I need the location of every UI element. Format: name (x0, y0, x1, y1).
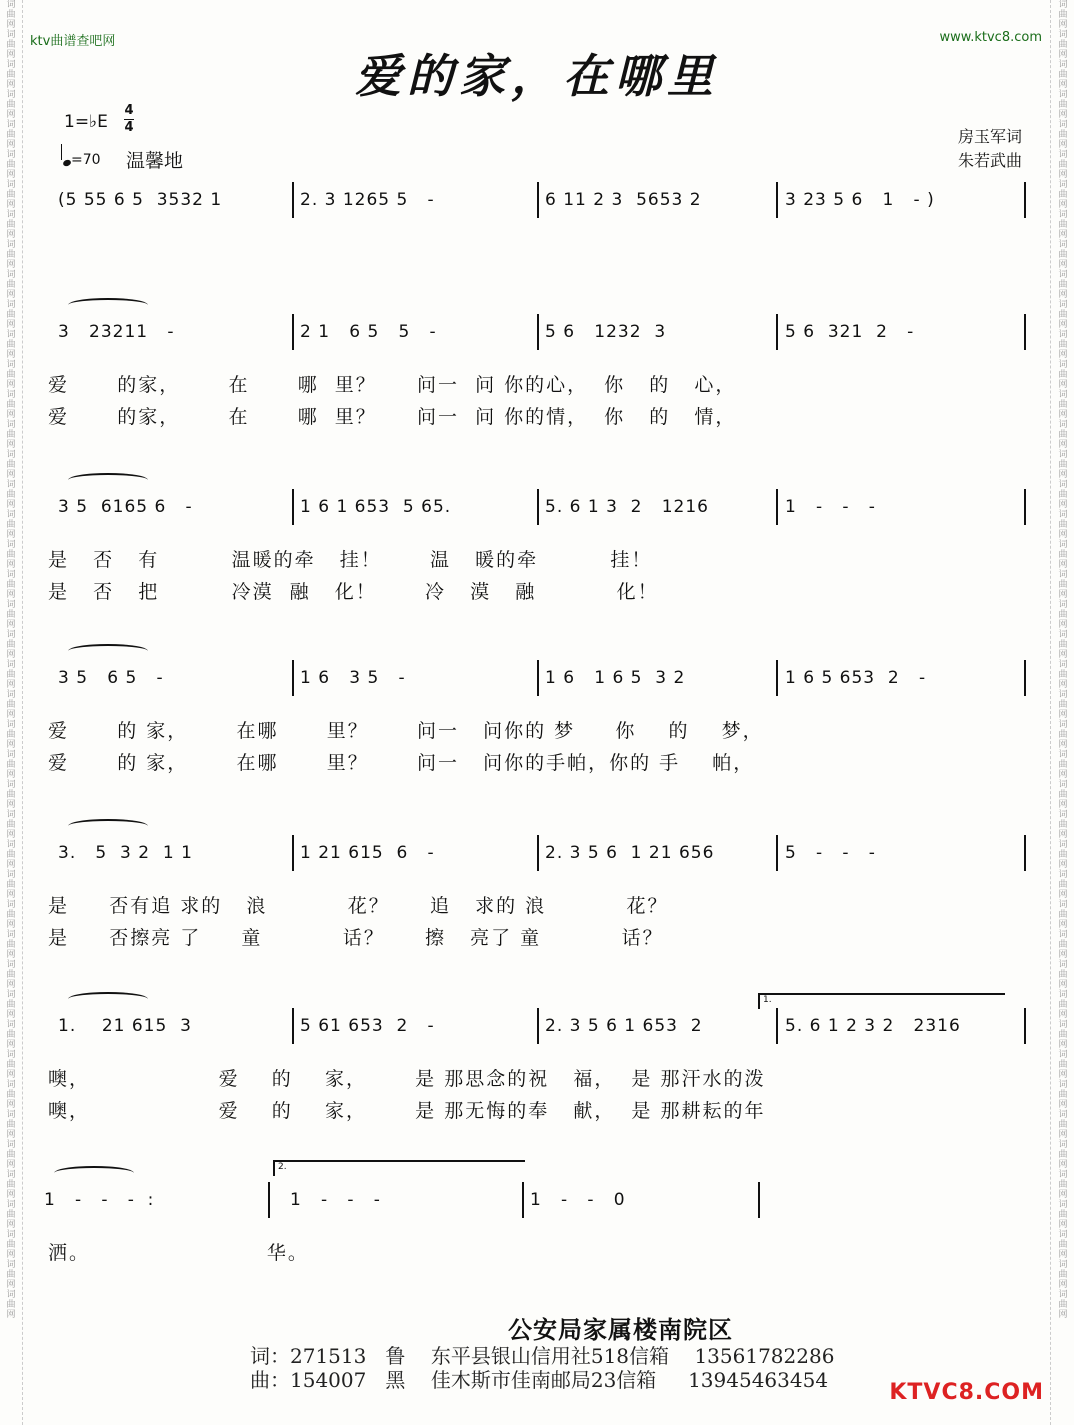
measure-1-4: 3 23 5 6 1 - ) (785, 190, 935, 210)
barline (537, 182, 539, 218)
slur (68, 644, 148, 658)
measure-5-2: 1 21 615 6 - (300, 843, 435, 863)
barline (1024, 489, 1026, 525)
composer-credit: 朱若武曲 (957, 151, 1022, 170)
lyric-line-4-1: 爱 的 家， 在哪 里？ 问一 问你的 梦 你 的 梦， (48, 720, 764, 742)
measure-7-3: 1 - - 0 (530, 1190, 626, 1210)
measure-5-3: 2. 3 5 6 1 21 656 (545, 843, 715, 863)
footer-composer-address: 曲：154007 黑 佳木斯市佳南邮局23信箱 13945463454 (250, 1368, 829, 1392)
meter-top: 4 (124, 103, 134, 118)
barline (776, 835, 778, 871)
barline (522, 1182, 524, 1218)
measure-3-2: 1 6 1 653 5 65. (300, 497, 452, 517)
slur (68, 819, 148, 833)
measure-1-2: 2. 3 1265 5 - (300, 190, 435, 210)
lyric-line-6-2: 噢， 爱 的 家， 是 那无悔的奉 献， 是 那耕耘的年 (48, 1100, 766, 1122)
barline (292, 1008, 294, 1044)
measure-3-4: 1 - - - (785, 497, 876, 517)
measure-4-2: 1 6 3 5 - (300, 668, 406, 688)
measure-4-3: 1 6 1 6 5 3 2 (545, 668, 686, 688)
barline (776, 182, 778, 218)
time-signature (124, 103, 134, 136)
barline (776, 314, 778, 350)
barline (292, 660, 294, 696)
measure-4-1: 3 5 6 5 - (58, 668, 164, 688)
side-divider-left (22, 0, 23, 1425)
barline (292, 182, 294, 218)
measure-2-4: 5 6 321 2 - (785, 322, 915, 342)
barline (776, 489, 778, 525)
lyric-line-3-2: 是 否 把 冷漠 融 化！ 冷 漠 融 化！ (48, 581, 659, 603)
lyric-line-3-1: 是 否 有 温暖的牵 挂！ 温 暖的牵 挂！ (48, 549, 653, 571)
barline (537, 835, 539, 871)
footer-lyricist-address: 词：271513 鲁 东平县银山信用社518信箱 13561782286 (250, 1344, 835, 1368)
barline (292, 489, 294, 525)
volta-label: 2. (278, 1162, 287, 1172)
measure-2-1: 3 23211 - (58, 322, 175, 342)
slur (68, 992, 148, 1006)
footer-stamp: 公安局家属楼南院区 (508, 1316, 733, 1344)
lyric-line-4-2: 爱 的 家， 在哪 里？ 问一 问你的手帕，你的 手 帕， (48, 752, 755, 774)
slur (54, 1166, 134, 1180)
measure-5-1: 3. 5 3 2 1 1 (58, 843, 193, 863)
measure-5-4: 5 - - - (785, 843, 876, 863)
lyric-line-7-1: 洒。 华。 (48, 1242, 309, 1264)
side-watermark-left: 词曲网词曲网词曲网词曲网词曲网词曲网词曲网词曲网词曲网词曲网词曲网词曲网词曲网词曲网词曲网词曲网词曲网词曲网词曲网词曲网词曲网词曲网词曲网词曲网词曲网词曲网词曲网词曲网词曲网词曲网词曲网词曲网词曲网词曲网词曲网词曲网词曲网词曲网词曲网词曲网词曲网词曲网词曲网词曲网 (6, 0, 16, 1320)
lyricist-credit: 房玉军词 (957, 127, 1022, 146)
barline (537, 660, 539, 696)
barline (537, 314, 539, 350)
site-watermark-right: www.ktvc8.com (939, 30, 1042, 45)
barline (776, 1008, 778, 1044)
side-divider-right (1050, 0, 1051, 1425)
lyric-line-2-2: 爱 的家， 在 哪 里？ 问一 问 你的情， 你 的 情， (48, 406, 737, 428)
slur (68, 473, 148, 487)
site-watermark-bottom: KTVC8.COM (889, 1380, 1044, 1405)
side-watermark-right: 词曲网词曲网词曲网词曲网词曲网词曲网词曲网词曲网词曲网词曲网词曲网词曲网词曲网词曲网词曲网词曲网词曲网词曲网词曲网词曲网词曲网词曲网词曲网词曲网词曲网词曲网词曲网词曲网词曲网词曲网词曲网词曲网词曲网词曲网词曲网词曲网词曲网词曲网词曲网词曲网词曲网词曲网词曲网词曲网 (1058, 0, 1068, 1320)
volta-bracket-2 (273, 1160, 525, 1176)
measure-1-1: (5 55 6 5 3532 1 (58, 190, 223, 210)
measure-3-3: 5. 6 1 3 2 1216 (545, 497, 709, 517)
slur (68, 298, 148, 312)
barline (758, 1182, 760, 1218)
measure-2-3: 5 6 1232 3 (545, 322, 667, 342)
measure-6-4: 5. 6 1 2 3 2 2316 (785, 1016, 961, 1036)
barline (268, 1182, 270, 1218)
barline (292, 835, 294, 871)
barline (1024, 182, 1026, 218)
measure-2-2: 2 1 6 5 5 - (300, 322, 437, 342)
song-title: 爱的家，在哪里 (355, 49, 719, 103)
volta-bracket-1 (758, 993, 1005, 1009)
key-signature: 1=♭E (64, 112, 108, 132)
barline (1024, 835, 1026, 871)
barline (292, 314, 294, 350)
expression-marking: 温馨地 (126, 150, 184, 172)
site-watermark-left: ktv曲谱查吧网 (30, 34, 116, 49)
measure-7-1: 1 - - - : (44, 1190, 155, 1210)
measure-6-3: 2. 3 5 6 1 653 2 (545, 1016, 703, 1036)
volta-label: 1. (763, 995, 772, 1005)
measure-6-2: 5 61 653 2 - (300, 1016, 435, 1036)
measure-1-3: 6 11 2 3 5653 2 (545, 190, 702, 210)
lyric-line-2-1: 爱 的家， 在 哪 里？ 问一 问 你的心， 你 的 心， (48, 374, 737, 396)
barline (537, 1008, 539, 1044)
measure-4-4: 1 6 5 653 2 - (785, 668, 927, 688)
lyric-line-6-1: 噢， 爱 的 家， 是 那思念的祝 福， 是 那汗水的泼 (48, 1068, 766, 1090)
lyric-line-5-2: 是 否擦亮 了 童 话？ 擦 亮了 童 话？ (48, 927, 664, 949)
barline (1024, 1008, 1026, 1044)
barline (1024, 660, 1026, 696)
measure-6-1: 1. 21 615 3 (58, 1016, 192, 1036)
quarter-note-icon (61, 144, 62, 160)
lyric-line-5-1: 是 否有追 求的 浪 花？ 追 求的 浪 花？ (48, 895, 669, 917)
barline (537, 489, 539, 525)
barline (776, 660, 778, 696)
barline (1024, 314, 1026, 350)
tempo-marking (62, 148, 101, 168)
measure-3-1: 3 5 6165 6 - (58, 497, 193, 517)
measure-7-2: 1 - - - (290, 1190, 381, 1210)
tempo-value: =70 (71, 152, 101, 168)
meter-bottom: 4 (124, 120, 134, 135)
